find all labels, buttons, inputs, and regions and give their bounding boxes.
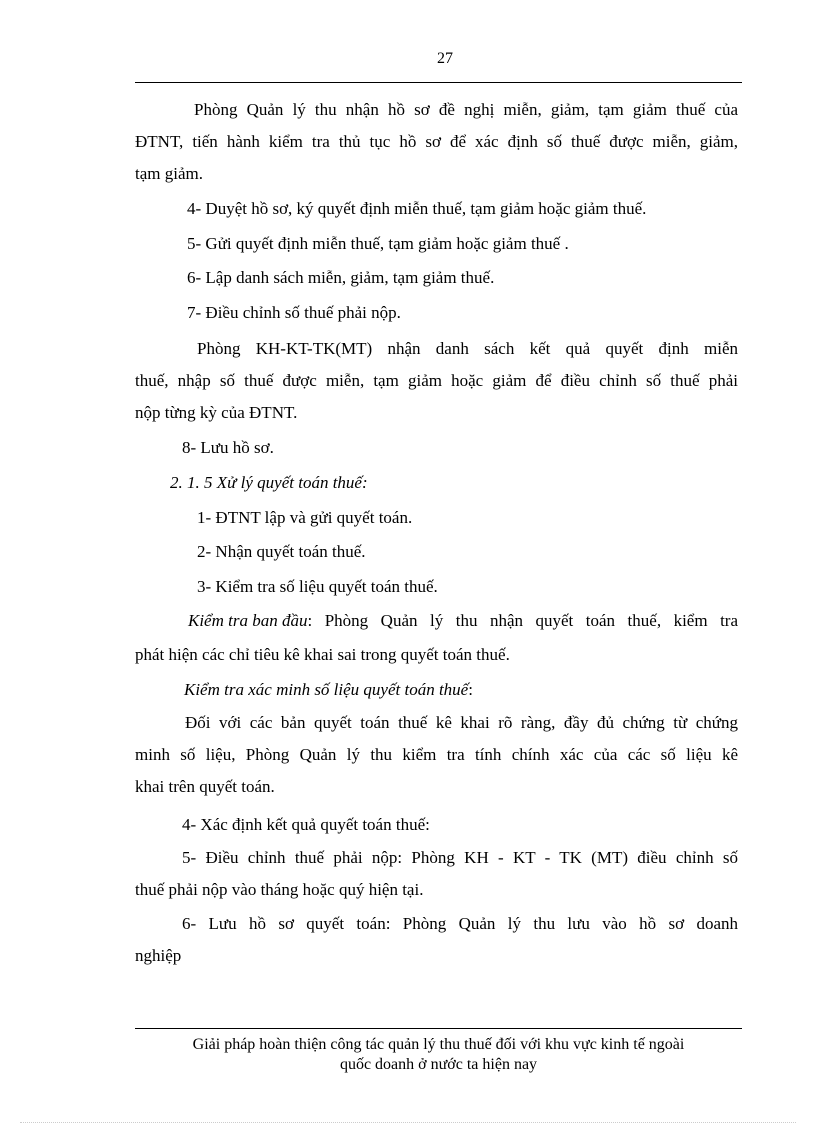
paragraph-line: 5- Điều chỉnh thuế phải nộp: Phòng KH - KT - TK (MT) điều chỉnh số xyxy=(182,848,738,867)
paragraph-line: nghiệp xyxy=(135,946,182,965)
page-number: 27 xyxy=(437,50,453,67)
list-item: 8- Lưu hồ sơ. xyxy=(182,438,274,457)
list-item: 7- Điều chỉnh số thuế phải nộp. xyxy=(187,303,401,322)
footer-line: Giải pháp hoàn thiện công tác quản lý thu thuế đối với khu vực kinh tế ngoài xyxy=(192,1036,685,1053)
list-item: 5- Gửi quyết định miễn thuế, tạm giảm hoặc giảm thuế . xyxy=(187,234,569,253)
list-item: 4- Duyệt hồ sơ, ký quyết định miễn thuế, tạm giảm hoặc giảm thuế. xyxy=(187,199,647,218)
paragraph-line xyxy=(188,610,738,632)
header-rule xyxy=(135,82,742,83)
paragraph-line: thuế, nhập số thuế được miễn, tạm giảm hoặc giảm để điều chỉnh số thuế phải xyxy=(135,371,738,390)
footer xyxy=(135,1035,742,1075)
list-item: 4- Xác định kết quả quyết toán thuế: xyxy=(182,815,430,834)
verify-label: Kiểm tra xác minh số liệu quyết toán thuế xyxy=(184,680,469,699)
section-heading: 2. 1. 5 Xử lý quyết toán thuế: xyxy=(170,473,368,492)
verify-heading xyxy=(184,679,473,701)
paragraph-line: minh số liệu, Phòng Quản lý thu kiểm tra tính chính xác của các số liệu kê xyxy=(135,745,738,764)
list-item: 2- Nhận quyết toán thuế. xyxy=(197,542,366,561)
paragraph-line: khai trên quyết toán. xyxy=(135,777,275,796)
verify-colon: : xyxy=(468,680,473,699)
paragraph-line: thuế phải nộp vào tháng hoặc quý hiện tại. xyxy=(135,880,424,899)
initial-check-text: : Phòng Quản lý thu nhận quyết toán thuế, kiểm tra xyxy=(307,611,738,630)
footer-line: quốc doanh ở nước ta hiện nay xyxy=(339,1056,538,1073)
paragraph-line: Phòng KH-KT-TK(MT) nhận danh sách kết quả quyết định miễn xyxy=(197,339,738,358)
paragraph-line: tạm giảm. xyxy=(135,164,203,183)
paragraph-line: ĐTNT, tiến hành kiểm tra thủ tục hồ sơ để xác định số thuế được miễn, giảm, xyxy=(135,132,738,151)
paragraph-line: phát hiện các chỉ tiêu kê khai sai trong quyết toán thuế. xyxy=(135,645,510,664)
paragraph-line: 6- Lưu hồ sơ quyết toán: Phòng Quản lý thu lưu vào hồ sơ doanh xyxy=(182,914,738,933)
paragraph-line: Phòng Quản lý thu nhận hồ sơ đề nghị miễn, giảm, tạm giảm thuế của xyxy=(194,100,738,119)
list-item: 1- ĐTNT lập và gửi quyết toán. xyxy=(197,508,413,527)
initial-check-label: Kiểm tra ban đầu xyxy=(188,611,308,630)
list-item: 3- Kiểm tra số liệu quyết toán thuế. xyxy=(197,577,438,596)
list-item: 6- Lập danh sách miễn, giảm, tạm giảm thuế. xyxy=(187,268,495,287)
footer-rule xyxy=(135,1028,742,1029)
paragraph-line: Đối với các bản quyết toán thuế kê khai rõ ràng, đầy đủ chứng từ chứng xyxy=(185,713,738,732)
paragraph-line: nộp từng kỳ của ĐTNT. xyxy=(135,403,298,422)
